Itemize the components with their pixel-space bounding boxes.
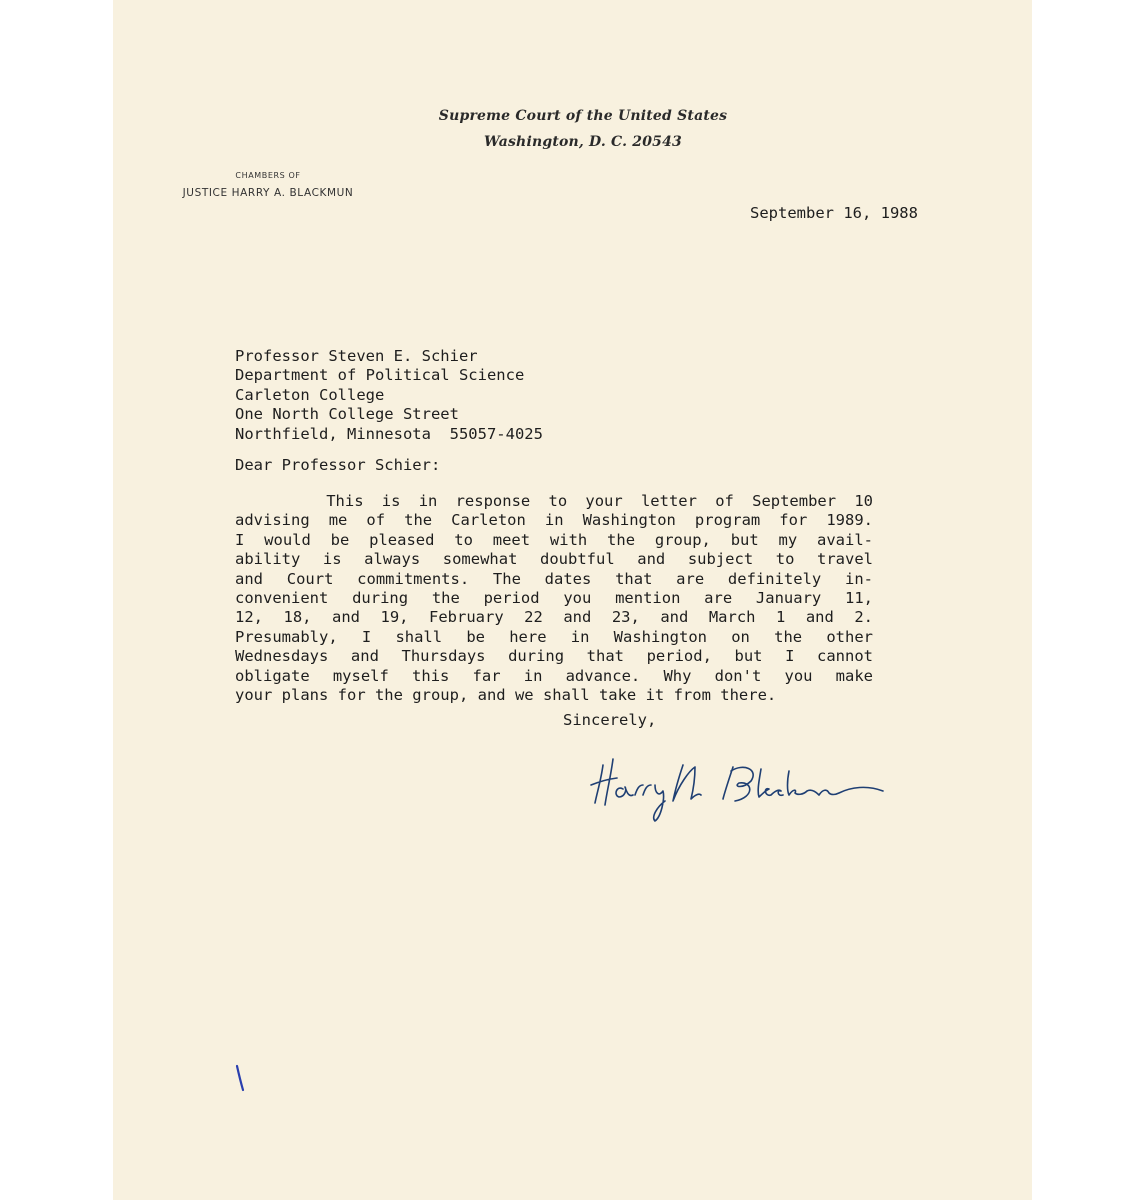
body-line: This is in response to your letter of September 10: [235, 492, 873, 510]
chambers-block: [173, 170, 363, 201]
letterhead-court-name: Supreme Court of the United States: [438, 108, 728, 124]
ink-mark-stroke: [237, 1066, 243, 1090]
body-line: Wednesdays and Thursdays during that period, but I cannot: [235, 647, 873, 666]
chambers-justice-name: JUSTICE HARRY A. BLACKMUN: [182, 187, 354, 199]
body-line: 12, 18, and 19, February 22 and 23, and March 1 and 2.: [235, 608, 873, 627]
address-line: Northfield, Minnesota 55057-4025: [235, 424, 543, 443]
letter-page: [113, 0, 1032, 1200]
letterhead: [433, 106, 733, 152]
letterhead-address: Washington, D. C. 20543: [484, 134, 682, 150]
address-line: Department of Political Science: [235, 366, 525, 385]
body-line: advising me of the Carleton in Washington program for 1989.: [235, 511, 873, 530]
body-line: and Court commitments. The dates that are definitely in-: [235, 569, 873, 588]
address-line: Professor Steven E. Schier: [235, 347, 478, 365]
salutation: Dear Professor Schier:: [235, 456, 441, 474]
body-line: convenient during the period you mention are January 11,: [235, 588, 873, 607]
letter-date: September 16, 1988: [750, 204, 918, 222]
body-line: your plans for the group, and we shall take it from there.: [235, 685, 777, 704]
body-line: ability is always somewhat doubtful and subject to travel: [235, 550, 873, 569]
address-line: Carleton College: [235, 385, 385, 404]
closing: Sincerely,: [563, 711, 657, 729]
chambers-label: CHAMBERS OF: [235, 171, 301, 180]
recipient-address: [235, 347, 543, 444]
letter-body: [235, 492, 873, 705]
ink-mark: [233, 1063, 247, 1093]
body-line: Presumably, I shall be here in Washington on the other: [235, 627, 873, 646]
address-line: One North College Street: [235, 405, 459, 424]
signature-stroke: [591, 759, 883, 821]
body-line: obligate myself this far in advance. Why don't you make: [235, 666, 873, 685]
signature: [583, 745, 893, 825]
body-line: I would be pleased to meet with the group, but my avail-: [235, 530, 873, 549]
